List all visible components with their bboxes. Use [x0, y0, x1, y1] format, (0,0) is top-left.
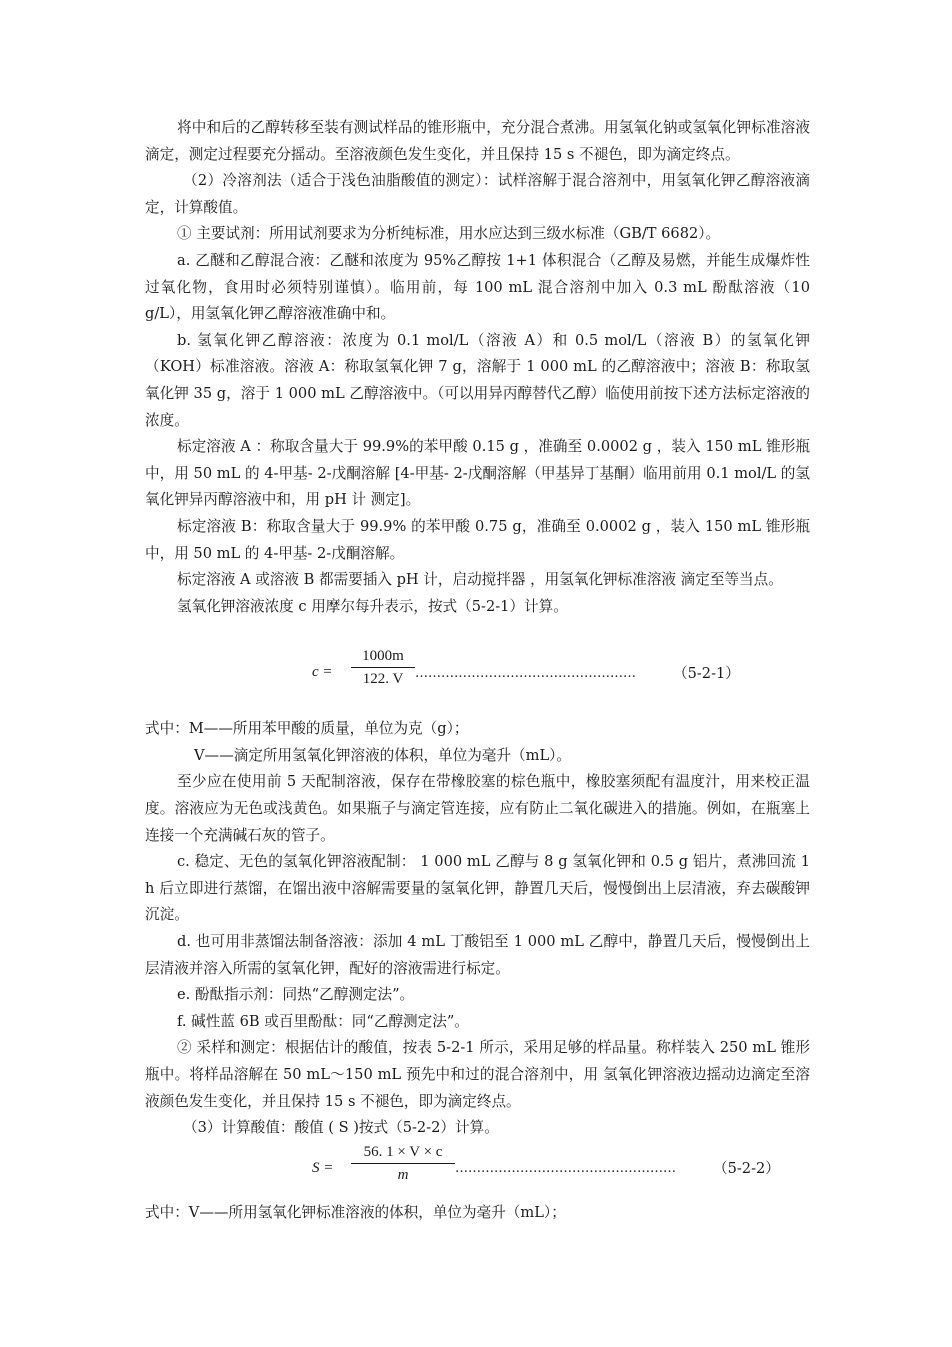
formula-denominator: 122. V: [362, 671, 404, 688]
paragraph: （3）计算酸值：酸值 ( S )按式（5-2-2）计算。: [183, 1119, 499, 1137]
formula-5-2-2: [145, 1144, 810, 1200]
paragraph: f. 碱性蓝 6B 或百里酚酞：同“乙醇测定法”。: [177, 1012, 469, 1030]
formula-numerator: 1000m: [351, 648, 415, 668]
formula-5-2-1: [145, 642, 810, 714]
formula-lhs: c =: [312, 664, 333, 681]
formula-leader: ……………………………………………: [455, 1160, 676, 1176]
paragraph: a. 乙醚和乙醇混合液：乙醚和浓度为 95%乙醇按 1+1 体积混合（乙醇及易燃，并能生成爆炸性过氧化物，食用时必须特别谨慎）。临用前，每 100 mL 混合溶剂中加入 0.3 mL 酚酞溶液（10 g/L），用氢氧化钾乙醇溶液准确中和。: [145, 251, 810, 323]
paragraph: c. 稳定、无色的氢氧化钾溶液配制： 1 000 mL 乙醇与 8 g 氢氧化钾和 0.5 g 铝片，煮沸回流 1 h 后立即进行蒸馏，在馏出液中溶解需要量的氢氧化钾，静置几天后，慢慢倒出上层清液，弃去碳酸钾沉淀。: [145, 853, 810, 924]
paragraph: 标定溶液 B：称取含量大于 99.9% 的苯甲酸 0.75 g，准确至 0.0002 g ，装入 150 mL 锥形瓶中，用 50 mL 的 4-甲基- 2-戊酮溶解。: [145, 517, 810, 562]
formula-definition: V——滴定所用氢氧化钾溶液的体积，单位为毫升（mL）。: [194, 746, 572, 764]
formula-fraction: [351, 1144, 455, 1184]
formula-leader: ……………………………………………: [415, 666, 636, 682]
formula-number: （5-2-2）: [713, 1159, 780, 1177]
paragraph: e. 酚酞指示剂：同热“乙醇测定法”。: [177, 986, 415, 1004]
paragraph: （2）冷溶剂法（适合于浅色油脂酸值的测定）：试样溶解于混合溶剂中，用氢氧化钾乙醇溶液滴定，计算酸值。: [145, 172, 810, 216]
paragraph: b. 氢氧化钾乙醇溶液：浓度为 0.1 mol/L（溶液 A）和 0.5 mol/L（溶液 B）的氢氧化钾（KOH）标准溶液。溶液 A：称取氢氧化钾 7 g，溶解于 1 000 mL 的乙醇溶液中；溶液 B：称取氢氧化钾 35 g，溶于 1 000 mL 乙醇溶液中。（可以用异丙醇替代乙醇）临使用前按下述方法标定溶液的浓度。: [145, 331, 810, 429]
paragraph: ② 采样和测定：根据估计的酸值，按表 5-2-1 所示，采用足够的样品量。称样装入 250 mL 锥形瓶中。将样品溶解在 50 mL～150 mL 预先中和过的混合溶剂中，用 氢氧化钾溶液边摇动边滴定至溶液颜色发生变化，并且保持 15 s 不褪色，即为滴定终点。: [145, 1039, 810, 1110]
paragraph: 至少应在使用前 5 天配制溶液，保存在带橡胶塞的棕色瓶中，橡胶塞须配有温度汁，用来校正温度。溶液应为无色或浅黄色。如果瓶子与滴定管连接，应有防止二氧化碳进入的措施。例如，在瓶塞上连接一个充满碱石灰的管子。: [145, 773, 810, 844]
paragraph: 氢氧化钾溶液浓度 c 用摩尔每升表示，按式（5-2-1）计算。: [177, 597, 568, 615]
formula-fraction: [351, 648, 415, 688]
paragraph: d. 也可用非蒸馏法制备溶液：添加 4 mL 丁酸铝至 1 000 mL 乙醇中，静置几天后，慢慢倒出上层清液并溶入所需的氢氧化钾，配好的溶液需进行标定。: [145, 933, 810, 977]
formula-numerator: 56. 1 × V × c: [351, 1144, 455, 1164]
formula-denominator: m: [397, 1166, 409, 1183]
formula-definition: 式中：M——所用苯甲酸的质量，单位为克（g）；: [145, 720, 469, 738]
paragraph: ① 主要试剂：所用试剂要求为分析纯标准，用水应达到三级水标准（GB/T 6682）。: [177, 225, 721, 243]
paragraph: 将中和后的乙醇转移至装有测试样品的锥形瓶中，充分混合煮沸。用氢氧化钠或氢氧化钾标准溶液滴定，测定过程要充分摇动。至溶液颜色发生变化，并且保持 15 s 不褪色，即为滴定终点。: [145, 119, 810, 163]
document-page: [145, 115, 810, 1226]
paragraph: 标定溶液 A ：称取含量大于 99.9%的苯甲酸 0.15 g ，准确至 0.0002 g ，装入 150 mL 锥形瓶中，用 50 mL 的 4-甲基- 2-戊酮溶解 [4-甲基- 2-戊酮溶解（甲基异丁基酮）临用前用 0.1 mol/L 的氢氧化钾异丙醇溶液中和，用 pH 计 测定]。: [145, 438, 810, 509]
paragraph: 标定溶液 A 或溶液 B 都需要插入 pH 计，启动搅拌器 ，用氢氧化钾标准溶液 滴定至等当点。: [177, 571, 783, 589]
formula-lhs: S =: [312, 1159, 334, 1176]
formula-number: （5-2-1）: [673, 665, 740, 683]
formula-definition: 式中：V——所用氢氧化钾标准溶液的体积，单位为毫升（mL）；: [145, 1203, 566, 1221]
